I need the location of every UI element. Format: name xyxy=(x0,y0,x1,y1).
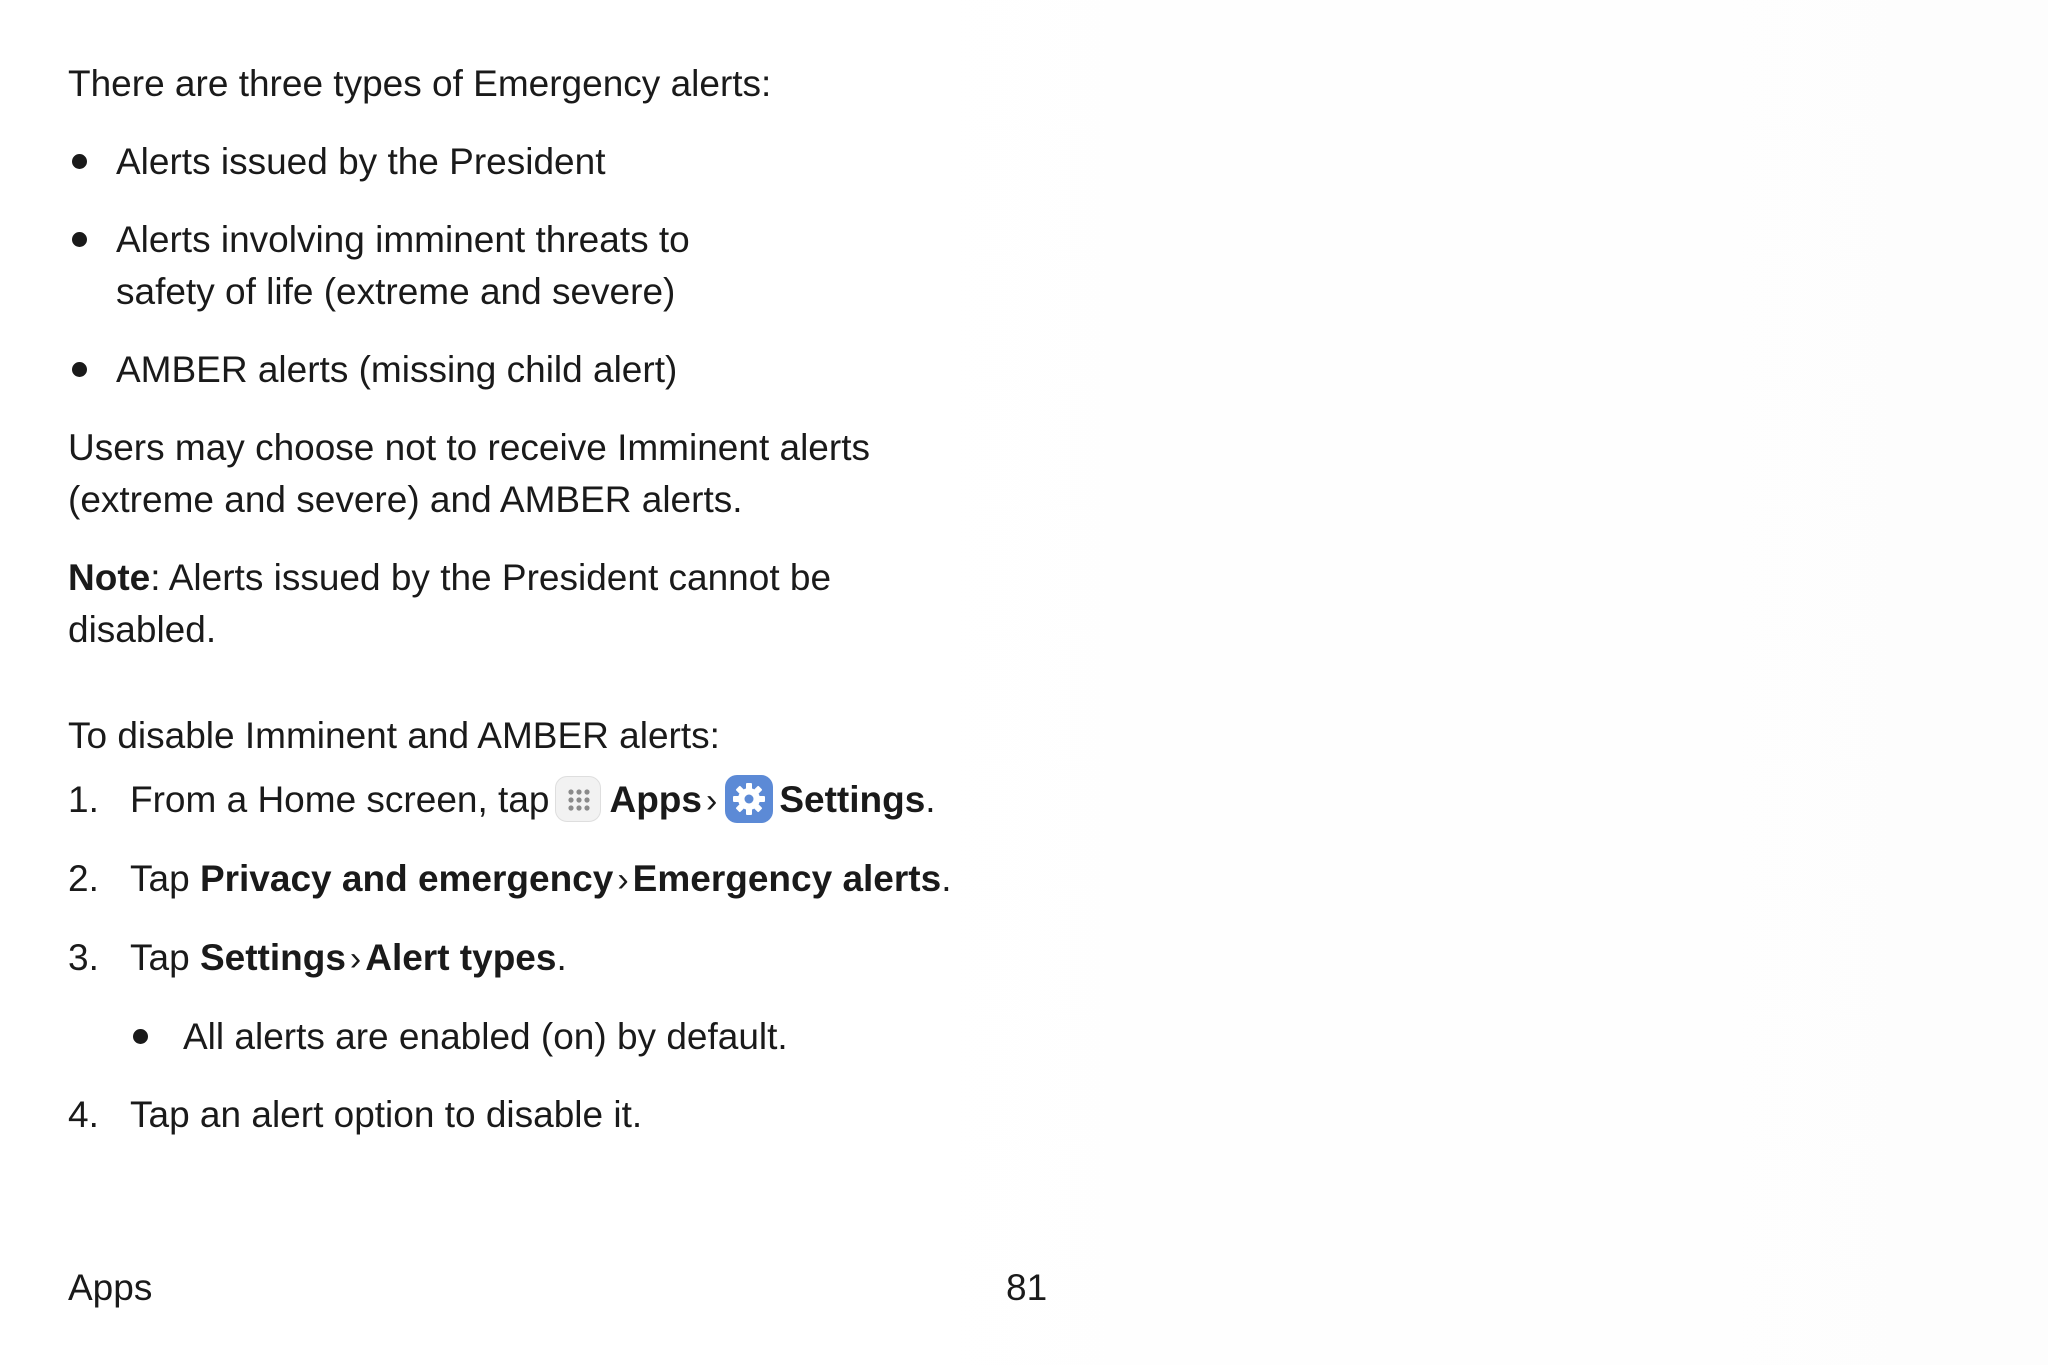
alert-type-imminent: Alerts involving imminent threats to safety of life (extreme and severe) xyxy=(116,219,690,312)
list-item xyxy=(68,214,968,318)
step-2-suffix: . xyxy=(941,858,952,899)
note-paragraph xyxy=(68,552,908,656)
step-1-prefix: From a Home screen, tap xyxy=(130,779,550,820)
step-number: 4. xyxy=(68,1094,99,1135)
step-number: 1. xyxy=(68,779,99,820)
step-number: 2. xyxy=(68,858,99,899)
alert-types-label: Alert types xyxy=(365,937,557,978)
bullet-icon xyxy=(133,1029,148,1044)
alert-type-amber: AMBER alerts (missing child alert) xyxy=(116,349,678,390)
bullet-icon xyxy=(72,154,87,169)
step-4 xyxy=(68,1089,968,1141)
page-content xyxy=(68,58,968,1167)
alert-type-president: Alerts issued by the President xyxy=(116,141,606,182)
list-item xyxy=(68,1011,968,1063)
note-label: Note xyxy=(68,557,151,598)
page-shade xyxy=(800,0,2048,1365)
bullet-icon xyxy=(72,232,87,247)
steps-list xyxy=(68,774,968,985)
chevron-right-icon: › xyxy=(617,861,629,899)
users-choice-paragraph: Users may choose not to receive Imminent alerts (extreme and severe) and AMBER alerts. xyxy=(68,427,870,520)
step-3-sub-list xyxy=(68,1011,968,1063)
steps-intro: To disable Imminent and AMBER alerts: xyxy=(68,715,720,756)
step-number: 3. xyxy=(68,937,99,978)
apps-grid-icon xyxy=(555,776,601,822)
step-1-suffix: . xyxy=(925,779,936,820)
apps-label: Apps xyxy=(609,779,702,820)
chevron-right-icon: › xyxy=(705,782,718,820)
settings-gear-icon xyxy=(725,775,773,823)
footer-section-title: Apps xyxy=(68,1267,153,1308)
alert-types-intro: There are three types of Emergency alerts: xyxy=(68,63,772,104)
settings-label: Settings xyxy=(779,779,926,820)
chevron-right-icon: › xyxy=(349,940,362,978)
steps-list-continued xyxy=(68,1089,968,1141)
step-2 xyxy=(68,853,968,906)
step-3-suffix: . xyxy=(556,937,567,978)
step-1 xyxy=(68,774,968,827)
list-item xyxy=(68,136,968,188)
step-3-prefix: Tap xyxy=(130,937,200,978)
alert-types-list xyxy=(68,136,968,396)
step-4-text: Tap an alert option to disable it. xyxy=(130,1094,643,1135)
bullet-icon xyxy=(72,362,87,377)
default-enabled-note: All alerts are enabled (on) by default. xyxy=(183,1016,788,1057)
settings-path-label: Settings xyxy=(199,937,346,978)
step-3 xyxy=(68,932,968,985)
page-number: 81 xyxy=(1006,1267,1048,1308)
list-item xyxy=(68,344,968,396)
emergency-alerts-label: Emergency alerts xyxy=(632,858,942,899)
note-text: : Alerts issued by the President cannot be disabled. xyxy=(68,557,832,650)
privacy-emergency-label: Privacy and emergency xyxy=(199,858,614,899)
step-2-prefix: Tap xyxy=(130,858,200,899)
